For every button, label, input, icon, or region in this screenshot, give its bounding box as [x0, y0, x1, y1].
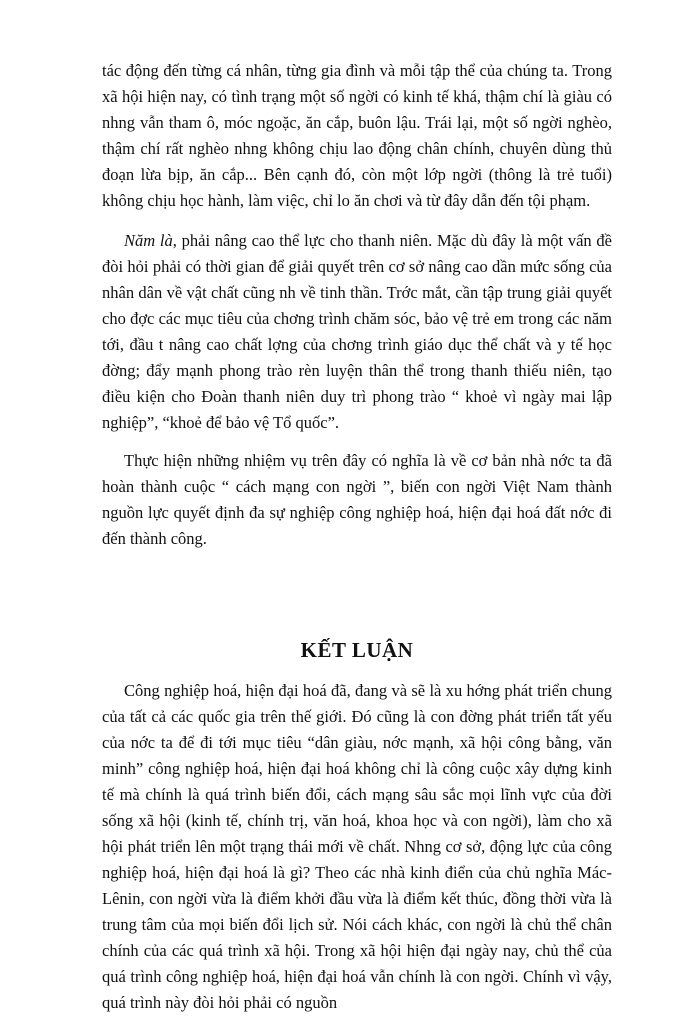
paragraph-lead-italic: Năm là [124, 231, 173, 250]
paragraph-physical-fitness [102, 228, 612, 436]
paragraph-human-revolution: Thực hiện những nhiệm vụ trên đây có nghĩa là về cơ bản nhà nớc ta đã hoàn thành cuộc “ cách mạng con ngời ”, biến con ngời Việt Nam thành nguồn lực quyết định đa sự nghiệp công nghiệp hoá, hiện đại hoá đất nớc đi đến thành công. [102, 451, 612, 548]
section-heading-conclusion: KẾT LUẬN [300, 638, 414, 662]
paragraph-social-issues: tác động đến từng cá nhân, từng gia đình và mỗi tập thể của chúng ta. Trong xã hội hiện nay, có tình trạng một số ngời có kinh tế khá, thậm chí là giàu có nhng vẫn tham ô, móc ngoặc, ăn cắp, buôn lậu. Trái lại, một số ngời nghèo, thậm chí rất nghèo nhng không chịu lao động chân chính, chuyên dùng thủ đoạn lừa bịp, ăn cắp... Bên cạnh đó, còn một lớp ngời (thông là trẻ tuổi) không chịu học hành, làm việc, chỉ lo ăn chơi và từ đây dẫn đến tội phạm. [102, 61, 612, 210]
paragraph-conclusion: Công nghiệp hoá, hiện đại hoá đã, đang và sẽ là xu hớng phát triển chung của tất cả các quốc gia trên thế giới. Đó cũng là con đờng phát triển tất yếu của nớc ta để đi tới mục tiêu “dân giàu, nớc mạnh, xã hội công bằng, văn minh” công nghiệp hoá, hiện đại hoá không chỉ là công cuộc xây dựng kinh tế mà chính là quá trình biến đổi, cách mạng sâu sắc mọi lĩnh vực của đời sống xã hội (kinh tế, chính trị, văn hoá, khoa học và con ngời), làm cho xã hội phát triển lên một trạng thái mới về chất. Nhng cơ sở, động lực của công nghiệp hoá, hiện đại hoá là gì? Theo các nhà kinh điển của chủ nghĩa Mác-Lênin, con ngời vừa là điểm khởi đầu vừa là điểm kết thúc, đồng thời vừa là trung tâm của mọi biến đổi lịch sử. Nói cách khác, con ngời là chủ thể chân chính của các quá trình xã hội. Trong xã hội hiện đại ngày nay, chủ thể của quá trình công nghiệp hoá, hiện đại hoá vẫn chính là con ngời. Chính vì vậy, quá trình này đòi hỏi phải có nguồn [102, 681, 612, 1012]
paragraph-fitness-body: , phải nâng cao thể lực cho thanh niên. Mặc dù đây là một vấn đề đòi hỏi phải có thời gian để giải quyết trên cơ sở nâng cao dần mức sống của nhân dân về vật chất cũng nh về tinh thần. Trớc mắt, cần tập trung giải quyết cho đợc các mục tiêu của chơng trình chăm sóc, bảo vệ trẻ em trong các năm tới, đầu t nâng cao chất lợng của chơng trình giáo dục thể chất và y tế học đờng; đẩy mạnh phong trào rèn luyện thân thể trong thanh thiếu niên, tạo điều kiện cho Đoàn thanh niên duy trì phong trào “ khoẻ vì ngày mai lập nghiệp”, “khoẻ để bảo vệ Tổ quốc”. [102, 231, 612, 432]
